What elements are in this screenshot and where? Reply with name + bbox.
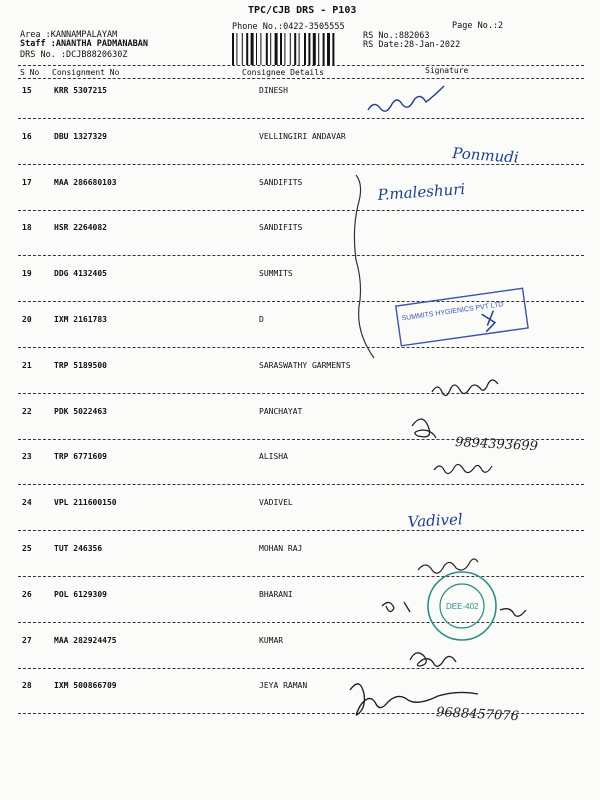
summits-stamp [396,288,528,345]
row-sno: 16 [22,131,32,141]
rs-date: RS Date:28-Jan-2022 [363,40,461,50]
row-consignment: DDG 4132405 [54,269,107,279]
row-sno: 15 [22,86,32,95]
col-sno: S No [20,68,40,77]
row-sno: 22 [22,406,32,416]
row-consignee: PANCHAYAT [259,406,303,416]
row-consignment: TRP 6771609 [54,452,107,462]
row-consignment: VPL 211600150 [54,498,117,508]
signature-row-22 [412,419,436,438]
signature-row-23 [434,464,492,473]
row-consignee: MOHAN RAJ [259,544,303,553]
row-consignment: IXM 2161783 [54,315,107,324]
row-sno: 18 [22,223,32,233]
drs-number: DRS No. :DCJB8820630Z [20,50,128,60]
row-consignee: DINESH [259,86,288,95]
row-consignee: VADIVEL [259,498,293,508]
row-sno: 25 [22,544,32,553]
row-consignment: DBU 1327329 [54,131,107,141]
row-consignee: VELLINGIRI ANDAVAR [259,131,346,141]
summits-stamp-text: SUMMITS HYGIENICS PVT LTD [401,301,504,323]
row-consignee: SANDIFITS [259,177,303,187]
row-consignee: SUMMITS [259,269,293,279]
row-sno: 24 [22,498,32,508]
row-sno: 21 [22,360,32,370]
signature-row-25 [418,559,478,573]
bracket-line [354,175,374,358]
row-consignee: SARASWATHY GARMENTS [259,360,351,370]
row-consignment: MAA 286680103 [54,177,117,187]
area-label: Area :KANNAMPALAYAM [20,30,118,40]
row-consignment: IXM 500866709 [54,681,117,691]
row-consignment: PDK 5022463 [54,406,107,416]
document-title: TPC/CJB DRS - P103 [248,5,357,16]
phone-handwritten-1: 9894393699 [454,435,539,455]
col-signature: Signature [425,66,469,75]
row-consignee: ALISHA [259,452,288,462]
signature-row-27 [410,653,456,666]
row-consignment: TRP 5189500 [54,360,107,370]
row-consignment: MAA 282924475 [54,635,117,645]
row-consignment: POL 6129309 [54,589,107,599]
signature-row-17: P.maleshuri [377,179,466,204]
row-consignment: KRR 5307215 [54,86,107,95]
row-sno: 26 [22,589,32,599]
page-number: Page No.:2 [452,21,504,31]
row-consignee: JEYA RAMAN [259,681,308,691]
row-consignee: BHARANI [259,589,293,599]
row-sno: 17 [22,177,32,187]
row-sno: 27 [22,635,32,645]
row-sno: 28 [22,681,32,691]
signature-row-21 [432,380,498,396]
signature-row-16: Ponmudi [451,144,520,167]
phone-number: Phone No.:0422-3505555 [232,22,345,32]
row-consignee: KUMAR [259,635,284,645]
signature-row-24: Vadivel [407,510,464,531]
row-consignment: TUT 246356 [54,544,103,553]
col-consignee: Consignee Details [242,68,324,77]
rs-number: RS No.:882063 [363,31,430,41]
staff-label: Staff :ANANTHA PADMANABAN [20,39,148,49]
round-stamp [428,572,496,640]
row-sno: 23 [22,452,32,462]
signature-row-15 [368,86,444,111]
row-sno: 20 [22,315,32,324]
col-consignment: Consignment No [52,68,120,77]
round-stamp-text: DEE-402 [446,602,479,611]
row-consignment: HSR 2264082 [54,223,107,233]
phone-handwritten-2: 9688457076 [435,705,520,725]
row-consignee: SANDIFITS [259,223,303,233]
row-sno: 19 [22,269,32,279]
row-consignee: D [259,315,264,324]
